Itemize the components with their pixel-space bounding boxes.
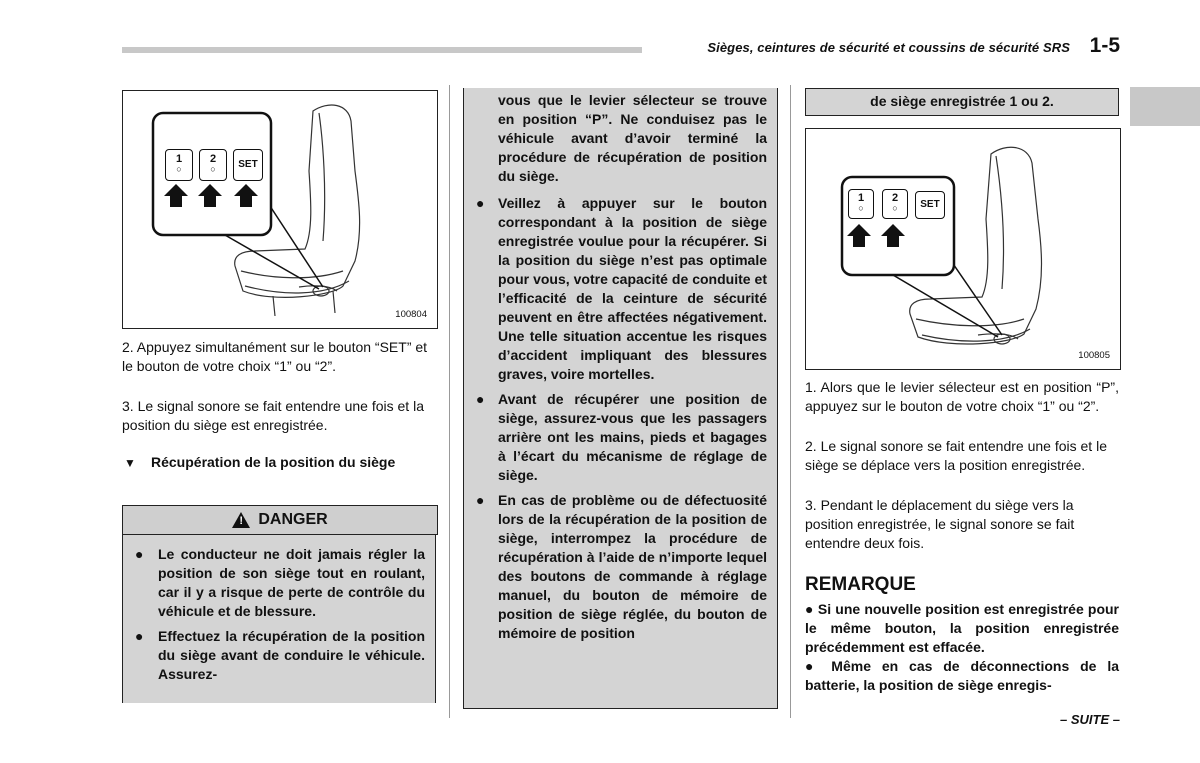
danger-box-continued bbox=[463, 88, 778, 709]
column-divider bbox=[449, 85, 450, 718]
step-1-text: 1. Alors que le levier sélecteur est en position “P”, appuyez sur le bouton de votre choix “1” ou “2”. bbox=[805, 379, 1119, 414]
remarque-note: ● Même en cas de déconnections de la batterie, la position de siège enregis- bbox=[805, 658, 1119, 693]
danger-item bbox=[123, 627, 435, 684]
remarque-title: REMARQUE bbox=[805, 574, 916, 595]
step-2-text: 2. Le signal sonore se fait entendre une fois et le siège se déplace vers la position enregistrée. bbox=[805, 438, 1107, 473]
figure-id: 100805 bbox=[1078, 350, 1110, 361]
bullet-icon: ● bbox=[476, 195, 485, 211]
memory-button-1: 1 ○ bbox=[165, 149, 193, 181]
bullet-icon: ● bbox=[135, 628, 144, 644]
danger-box-end: de siège enregistrée 1 ou 2. bbox=[805, 88, 1119, 116]
step-2-text: 2. Appuyez simultanément sur le bouton “SET” et le bouton de votre choix “1” ou “2”. bbox=[122, 339, 428, 374]
column-divider bbox=[790, 85, 791, 718]
memory-button-set: SET bbox=[233, 149, 263, 181]
warning-icon: ! bbox=[232, 512, 250, 528]
remarque-note: ● Si une nouvelle position est enregistrée pour le même bouton, la position enregistrée précédemment est effacée. bbox=[805, 601, 1119, 655]
danger-label: DANGER bbox=[258, 511, 328, 528]
danger-item bbox=[464, 194, 777, 384]
danger-item bbox=[464, 491, 777, 643]
up-arrow-icons bbox=[163, 183, 273, 209]
danger-box bbox=[122, 535, 436, 703]
seat-memory-figure-right bbox=[805, 128, 1121, 370]
danger-item-text: Effectuez la récupération de la position du siège avant de conduire le véhicule. Assurez- bbox=[158, 628, 425, 682]
memory-button-2: 2 ○ bbox=[882, 189, 908, 219]
bullet-icon: ● bbox=[476, 391, 485, 407]
chapter-tab bbox=[1130, 87, 1200, 126]
step-3-text: 3. Le signal sonore se fait entendre une fois et la position du siège est enregistrée. bbox=[122, 398, 424, 433]
header-rule bbox=[122, 47, 642, 53]
danger-item-text: En cas de problème ou de défectuosité lors de la récupération de la position de siège, interrompez la procédure de récupération à l’aide de n’importe lequel des boutons de commande à réglage manuel, du bouton de mémoire de position de siège réglée, du bouton de mémoire de position bbox=[498, 492, 767, 641]
danger-item bbox=[464, 390, 777, 485]
bullet-icon: ● bbox=[135, 546, 144, 562]
page-number: 1-5 bbox=[1089, 34, 1120, 57]
figure-id: 100804 bbox=[395, 309, 427, 320]
memory-button-set: SET bbox=[915, 191, 945, 219]
memory-button-1: 1 ○ bbox=[848, 189, 874, 219]
up-arrow-icons bbox=[846, 223, 916, 249]
bullet-icon: ● bbox=[476, 492, 485, 508]
danger-continuation: vous que le levier sélecteur se trouve en position “P”. Ne conduisez pas le véhicule avant d’avoir terminé la procédure de récupération de position du siège. bbox=[498, 92, 767, 184]
seat-illustration bbox=[806, 129, 1120, 369]
danger-item-text: Avant de récupérer une position de siège, assurez-vous que les passagers arrière ont les mains, pieds et bagages à l’écart du mécanisme de réglage de siège. bbox=[498, 391, 767, 483]
section-title: Récupération de la position du siège bbox=[151, 454, 396, 470]
header-title: Sièges, ceintures de sécurité et coussins de sécurité SRS bbox=[707, 40, 1070, 55]
danger-item-text: Le conducteur ne doit jamais régler la position de son siège tout en roulant, car il y a risque de perte de contrôle du véhicule et de blessure. bbox=[158, 546, 425, 619]
seat-illustration bbox=[123, 91, 437, 328]
danger-item-text: Veillez à appuyer sur le bouton correspondant à la position de siège enregistrée voulue pour la récupérer. Si la position du siège n’est pas optimale pour vous, votre capacité de conduite et l’efficacité de la ceinture de sécurité peuvent en être affectées négativement. Une telle situation accentue les risques d’accident impliquant des blessures graves, voire mortelles. bbox=[498, 195, 767, 382]
danger-header bbox=[122, 505, 438, 535]
seat-memory-figure-left bbox=[122, 90, 438, 329]
danger-item bbox=[123, 545, 435, 621]
memory-button-2: 2 ○ bbox=[199, 149, 227, 181]
continued-marker: – SUITE – bbox=[1060, 712, 1120, 727]
step-3-text: 3. Pendant le déplacement du siège vers la position enregistrée, le signal sonore se fait entendre deux fois. bbox=[805, 497, 1075, 551]
section-marker-icon: ▼ bbox=[124, 456, 136, 470]
